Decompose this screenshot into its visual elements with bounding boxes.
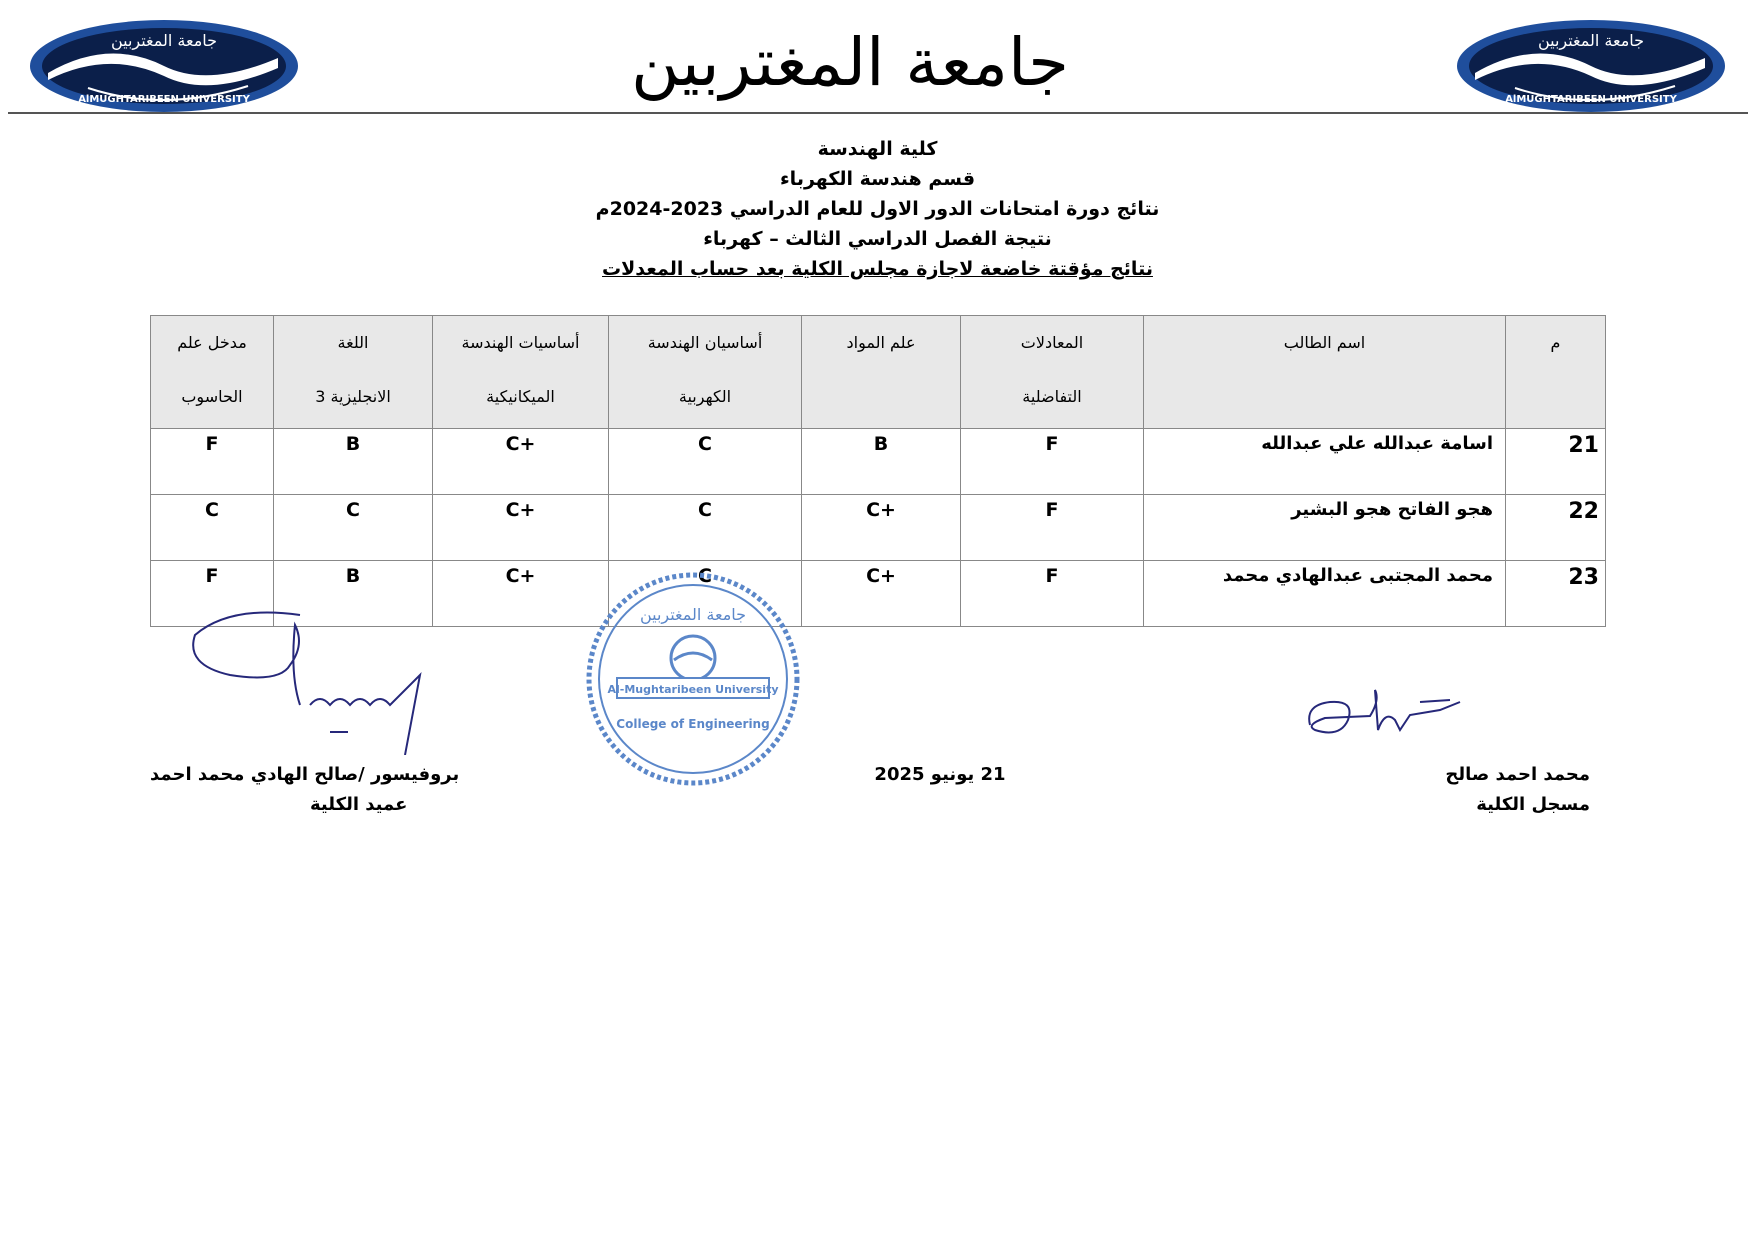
college-stamp xyxy=(582,568,804,790)
logo-arabic-text: جامعة المغتربين xyxy=(110,31,218,50)
table-header-row xyxy=(151,316,1606,429)
grade-cell: C+ xyxy=(433,429,609,495)
dean-title: عميد الكلية xyxy=(310,794,408,815)
student-name: اسامة عبدالله علي عبدالله xyxy=(1144,429,1506,495)
registrar-title: مسجل الكلية xyxy=(1476,794,1590,815)
column-header-english-3: اللغة الانجليزية 3 xyxy=(274,316,433,429)
stamp-college-text: College of Engineering xyxy=(616,717,770,731)
grade-cell: F xyxy=(961,561,1144,627)
logo-arabic-text: جامعة المغتربين xyxy=(1537,31,1645,50)
dean-signature xyxy=(190,605,460,755)
grade-cell: B xyxy=(802,429,961,495)
student-number: 23 xyxy=(1506,561,1606,627)
exam-title: نتائج دورة امتحانات الدور الاول للعام الدراسي 2023-2024م xyxy=(595,198,1160,220)
grade-cell: F xyxy=(961,495,1144,561)
logo-english-text: AlMUGHTARIBEEN UNIVERSITY xyxy=(1505,94,1677,105)
issue-date: 21 يونيو 2025 xyxy=(874,764,1006,785)
student-name: محمد المجتبى عبدالهادي محمد xyxy=(1144,561,1506,627)
grade-cell: B xyxy=(274,561,433,627)
university-logo-right xyxy=(1455,18,1727,114)
registrar-name: محمد احمد صالح xyxy=(1445,764,1590,785)
dean-block xyxy=(150,760,470,820)
provisional-note: نتائج مؤقتة خاضعة لاجازة مجلس الكلية بعد حساب المعدلات xyxy=(602,258,1153,280)
column-header-mechanical-fundamentals: أساسيات الهندسة الميكانيكية xyxy=(433,316,609,429)
grade-cell: C+ xyxy=(802,561,961,627)
header-divider xyxy=(8,112,1748,114)
stamp-arabic-text: جامعة المغتربين xyxy=(639,605,747,624)
grade-cell: C xyxy=(609,561,802,627)
university-logo-left xyxy=(28,18,300,114)
table-row xyxy=(151,429,1606,495)
grade-cell: C xyxy=(151,495,274,561)
grade-cell: C xyxy=(609,429,802,495)
semester-title: نتيجة الفصل الدراسي الثالث – كهرباء xyxy=(703,228,1052,250)
student-name: هجو الفاتح هجو البشير xyxy=(1144,495,1506,561)
college-name: كلية الهندسة xyxy=(817,138,938,160)
registrar-block xyxy=(1420,760,1590,820)
student-number: 21 xyxy=(1506,429,1606,495)
document-headings xyxy=(0,134,1755,284)
university-name: جامعة المغتربين xyxy=(631,24,1069,101)
grade-cell: C+ xyxy=(802,495,961,561)
grade-cell: F xyxy=(961,429,1144,495)
results-table xyxy=(150,315,1606,627)
grade-cell: C xyxy=(609,495,802,561)
column-header-intro-computing: مدخل علم الحاسوب xyxy=(151,316,274,429)
student-number: 22 xyxy=(1506,495,1606,561)
registrar-signature xyxy=(1300,680,1470,750)
department-name: قسم هندسة الكهرباء xyxy=(779,168,976,190)
grade-cell: F xyxy=(151,561,274,627)
grade-cell: C xyxy=(274,495,433,561)
table-row xyxy=(151,495,1606,561)
grade-cell: C+ xyxy=(433,495,609,561)
stamp-university-text: Al-Mughtaribeen University xyxy=(607,683,779,696)
column-header-number: م xyxy=(1506,316,1606,429)
column-header-electrical-fundamentals: أساسيان الهندسة الكهربية xyxy=(609,316,802,429)
grade-cell: C+ xyxy=(433,561,609,627)
column-header-student-name: اسم الطالب xyxy=(1144,316,1506,429)
grade-cell: F xyxy=(151,429,274,495)
column-header-materials-science: علم المواد xyxy=(802,316,961,429)
column-header-differential-equations: المعادلات التفاضلية xyxy=(961,316,1144,429)
logo-english-text: AlMUGHTARIBEEN UNIVERSITY xyxy=(78,94,250,105)
grade-cell: B xyxy=(274,429,433,495)
dean-name: بروفيسور /صالح الهادي محمد احمد xyxy=(150,764,460,785)
